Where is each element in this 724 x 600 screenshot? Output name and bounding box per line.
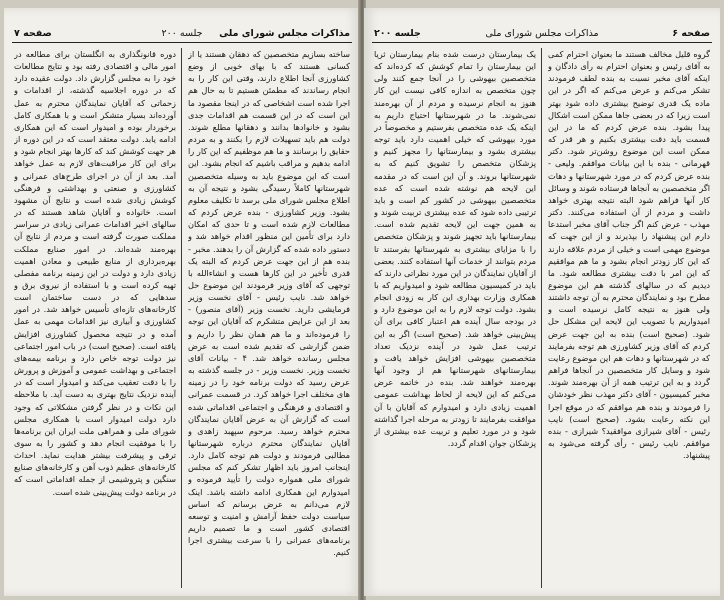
- left-column-1: [188, 48, 350, 588]
- left-columns: [14, 48, 350, 588]
- right-column-divider: [541, 48, 542, 588]
- right-session-label: جلسه ۲۰۰: [374, 28, 421, 39]
- right-column-1-text: گروه قلیل مخالف هستند ما بعنوان احترام کمی به آقای رئیس و بعنوان احترام به رأی دادگان و اینکه آقای مخبر نسبت به بنده لطف فرمودند تشکر می‌کنم و عرض می‌کنم که اگر در این ماده یک قدری توضیح بیشتری داده شود بهتر است زیرا که در بعضی جاها ممکن است اشکال پیدا بشود. بنده عرض کردم که ما در این قسمت باید دقت بیشتری بکنیم و هر قدر که ممکن است این موضوع روشن‌تر شود. دکتر قهرمانی - بنده با این بیانات موافقم. ولیعی - بنده عرض کردم که در مورد شهرستانها و دهات اگر متخصصین به آنجاها فرستاده شوند و وسائل کار آنها فراهم شود البته نتیجه بهتری خواهد داشت و مردم از آن استفاده می‌کنند. دکتر مهذب - عرض کنم اگر جناب آقای مخبر استدعا دارم این پیشنهاد را بپذیرند و از این جهت که موضوع مهمی است و خیلی از مردم علاقه دارند که این کار زودتر انجام بشود و ما هم موافقیم که این امر با دقت بیشتری مطالعه شود. ما دیدیم که در سالهای گذشته هم این موضوع مطرح بود و نمایندگان محترم به آن توجه داشتند ولی هنوز به نتیجه کامل نرسیده است و امیدواریم با تصویب این لایحه این مشکل حل شود. (صحیح است) بنده به این جهت عرض کردم که آقای وزیر کشاورزی هم توجه بفرمایند که در شهرستانها و دهات هم این موضوع رعایت شود و وسایل کار متخصصین در آنجاها فراهم گردد و به این ترتیب همه از آن بهره‌مند شوند. مخبر کمیسیون - آقای دکتر مهذب نظر خودشان را فرمودند و بنده هم موافقم که در موقع اجرا این نکته رعایت بشود. (صحیح است) نایب رئیس - آقای شیرازی موافقید؟ شیرازی - بنده موافقم. نایب رئیس - رأی گرفته می‌شود به پیشنهاد.: [548, 49, 710, 461]
- left-session-label: جلسه ۲۰۰: [161, 28, 203, 39]
- right-column-2: [374, 48, 536, 588]
- left-journal-title: مذاکرات مجلس شورای ملی: [219, 28, 350, 39]
- left-page: [4, 8, 360, 596]
- right-columns: [374, 48, 710, 588]
- right-journal-title: مذاکرات مجلس شورای ملی: [485, 28, 599, 39]
- left-column-1-text: ساخته بسازیم متخصصین که دهقان هستند یا از کسانی هستند که با بهای خوبی از وضع کشاورزی آنجا اطلاع دارند، وقتی این کار را به انجام رساندند که مطمئن هستیم تا به حال هم اجرا شده است اشخاصی که در اینجا مقصود ما این است که در این قسمت هم اقدامات جدی بشود و خانوادها بدانند و دهقانها مطلع شوند. دولت هم باید تسهیلات لازم را بکنند و به مردم حقایق را برسانند و ما هم موظفیم که این کار را ادامه بدهیم و مراقب باشیم که انجام بشود. این است که این موضوع باید به وسیله متخصصین شهرستانها کاملاً رسیدگی بشود و نتیجه آن به اطلاع مجلس شورای ملی برسد تا تکلیف معلوم بشود. وزیر کشاورزی - بنده عرض کردم که مطالعات لازم شده است و تا حدی که امکان دارد برای تأمین این منظور اقدام خواهد شد و دستور داده شده که گزارش آن را بدهند. مخبر - بنده هم از این جهت عرض کردم که البته یک قدری تأخیر در این کارها هست و انشاءالله با توجهی که آقای وزیر فرمودند این موضوع حل خواهد شد. نایب رئیس - آقای نخست وزیر فرمایشی دارید. نخست وزیر (آقای منصور) - بعد از این عرایض متشکرم که آقایان این توجه را فرموده‌اند و ما هم همان نظر را داریم و ضمن گزارشی که تقدیم شده است به عرض مجلس رسانده خواهد شد. ۴ - بیانات آقای نخست وزیر. نخست وزیر - در جلسه گذشته به عرض رسید که دولت برنامه خود را در زمینه های مختلف اجرا خواهد کرد. در قسمت عمرانی و اقتصادی و فرهنگی و اجتماعی اقداماتی شده است که گزارش آن به عرض آقایان نمایندگان محترم خواهد رسید. مرحوم سپهبد زاهدی و آقایان نمایندگان محترم درباره شهرستانها مطالبی فرمودند و دولت هم توجه کامل دارد. اینجانب امروز باید اظهار تشکر کنم که مجلس شورای ملی همواره دولت را تأیید فرموده و امیدوارم این همکاری ادامه داشته باشد. اینک لازم می‌دانم به عرض برسانم که اساس سیاست دولت حفظ آرامش و امنیت و توسعه اقتصادی کشور است و ما تصمیم داریم برنامه‌های عمرانی را با سرعت بیشتری اجرا کنیم.: [188, 49, 350, 558]
- left-column-2: [14, 48, 176, 588]
- right-page: [364, 8, 720, 596]
- right-column-1: [548, 48, 710, 588]
- right-column-2-text: یک بیمارستان درست شده بنام بیمارستان ثریا این بیمارستان را تمام کوشش که کرده‌اند که متخصصین بیهوشی را در آنجا جمع کنند ولی چون متخصص به اندازه کافی نیست این کار هنوز به انجام نرسیده و مردم از آن بهره‌مند نمی‌شوند. ما در شهرستانها احتیاج داریم به اینکه یک عده متخصص بفرستیم و مخصوصاً در مورد بیهوشی که خیلی اهمیت دارد باید توجه بیشتری بشود و بیمارستانها را مجهز کنیم و پزشکان متخصص را تشویق کنیم که به شهرستانها بروند. و آن این است که در مقدمه این لایحه هم نوشته شده است که عده متخصصین بیهوشی در کشور کم است و باید ترتیبی داده شود که عده بیشتری تربیت شوند و به همین جهت این لایحه تقدیم شده است. بیمارستانها باید تجهیز شوند و پزشکان متخصص را با مزایای بیشتری به شهرستانها بفرستند تا مردم بتوانند از خدمات آنها استفاده کنند. بعضی از آقایان نمایندگان در این مورد نظراتی دارند که باید در کمیسیون مطالعه شود و امیدواریم که با همکاری وزارت بهداری این کار به زودی انجام بشود. دولت توجه لازم را به این موضوع دارد و در بودجه سال آینده هم اعتبار کافی برای آن پیش‌بینی خواهد شد. (صحیح است) اگر به این ترتیب عمل شود در آینده نزدیک تعداد متخصصین بیهوشی افزایش خواهد یافت و بیمارستانهای شهرستانها هم از وجود آنها بهره‌مند خواهند شد. بنده در خاتمه عرض می‌کنم که این لایحه از لحاظ بهداشت عمومی اهمیت زیادی دارد و امیدوارم که آقایان با آن موافقت بفرمایند تا زودتر به مرحله اجرا گذاشته شود و در مورد تعلیم و تربیت عده بیشتری از پزشکان جوان اقدام گردد.: [374, 49, 536, 448]
- left-column-divider: [181, 48, 182, 588]
- left-column-2-text: دوره قانونگذاری به انگلستان برای مطالعه در امور مالی و اقتصادی رفته بود و نتایج مطالعات خود را به مجلس گزارش داد. دولت عقیده دارد که در دوره اجلاسیه گذشته، از اقدامات و زحماتی که آقایان نمایندگان محترم به عمل آورده‌اند بسیار متشکر است و با همکاری کامل برخوردار بوده و امیدوار است که این همکاری ادامه یابد. دولت معتقد است که در این دوره از هر جهت کوشش کند که کارها بهتر انجام شود و برای این کار مراقبت‌های لازم به عمل خواهد آمد. بعد از آن در اجرای طرح‌های عمرانی و کشاورزی و صنعتی و بهداشتی و فرهنگی کوشش زیادی شده است و نتایج آن مشهود است. خانواده و آقایان شاهد هستند که در سالهای اخیر اقدامات عمرانی زیادی در سراسر مملکت صورت گرفته است و مردم از نتایج آن بهره‌مند شده‌اند. در امور صنایع مملکت بهره‌برداری از منابع طبیعی و معادن اهمیت زیادی دارد و دولت در این زمینه برنامه مفصلی تهیه کرده است و با استفاده از نیروی برق و سدهایی که در دست ساختمان است کارخانه‌های تازه‌ای تأسیس خواهد شد. در امور کشاورزی و آبیاری نیز اقدامات مهمی به عمل آمده و در نتیجه محصول کشاورزی افزایش یافته است. (صحیح است) در باب امور اجتماعی نیز دولت توجه خاص دارد و برنامه بیمه‌های اجتماعی و بهداشت عمومی و آموزش و پرورش را با دقت تعقیب می‌کند و امیدوار است که در آینده نزدیک نتایج بهتری به دست آید. با ملاحظه این نکات و در نظر گرفتن مشکلاتی که وجود دارد دولت امیدوار است با همکاری مجلس شورای ملی و همراهی ملت ایران این برنامه‌ها را با موفقیت انجام دهد و کشور را به سوی ترقی و پیشرفت بیشتر هدایت نماید. احداث کارخانه‌های عظیم ذوب آهن و کارخانه‌های صنایع سنگین و پتروشیمی از جمله اقداماتی است که در برنامه دولت پیش‌بینی شده است.: [14, 49, 176, 497]
- left-page-label: صفحه ۷: [14, 28, 52, 39]
- right-running-header: [372, 26, 712, 43]
- right-page-label: صفحه ۶: [672, 28, 710, 39]
- left-running-header: [12, 26, 352, 43]
